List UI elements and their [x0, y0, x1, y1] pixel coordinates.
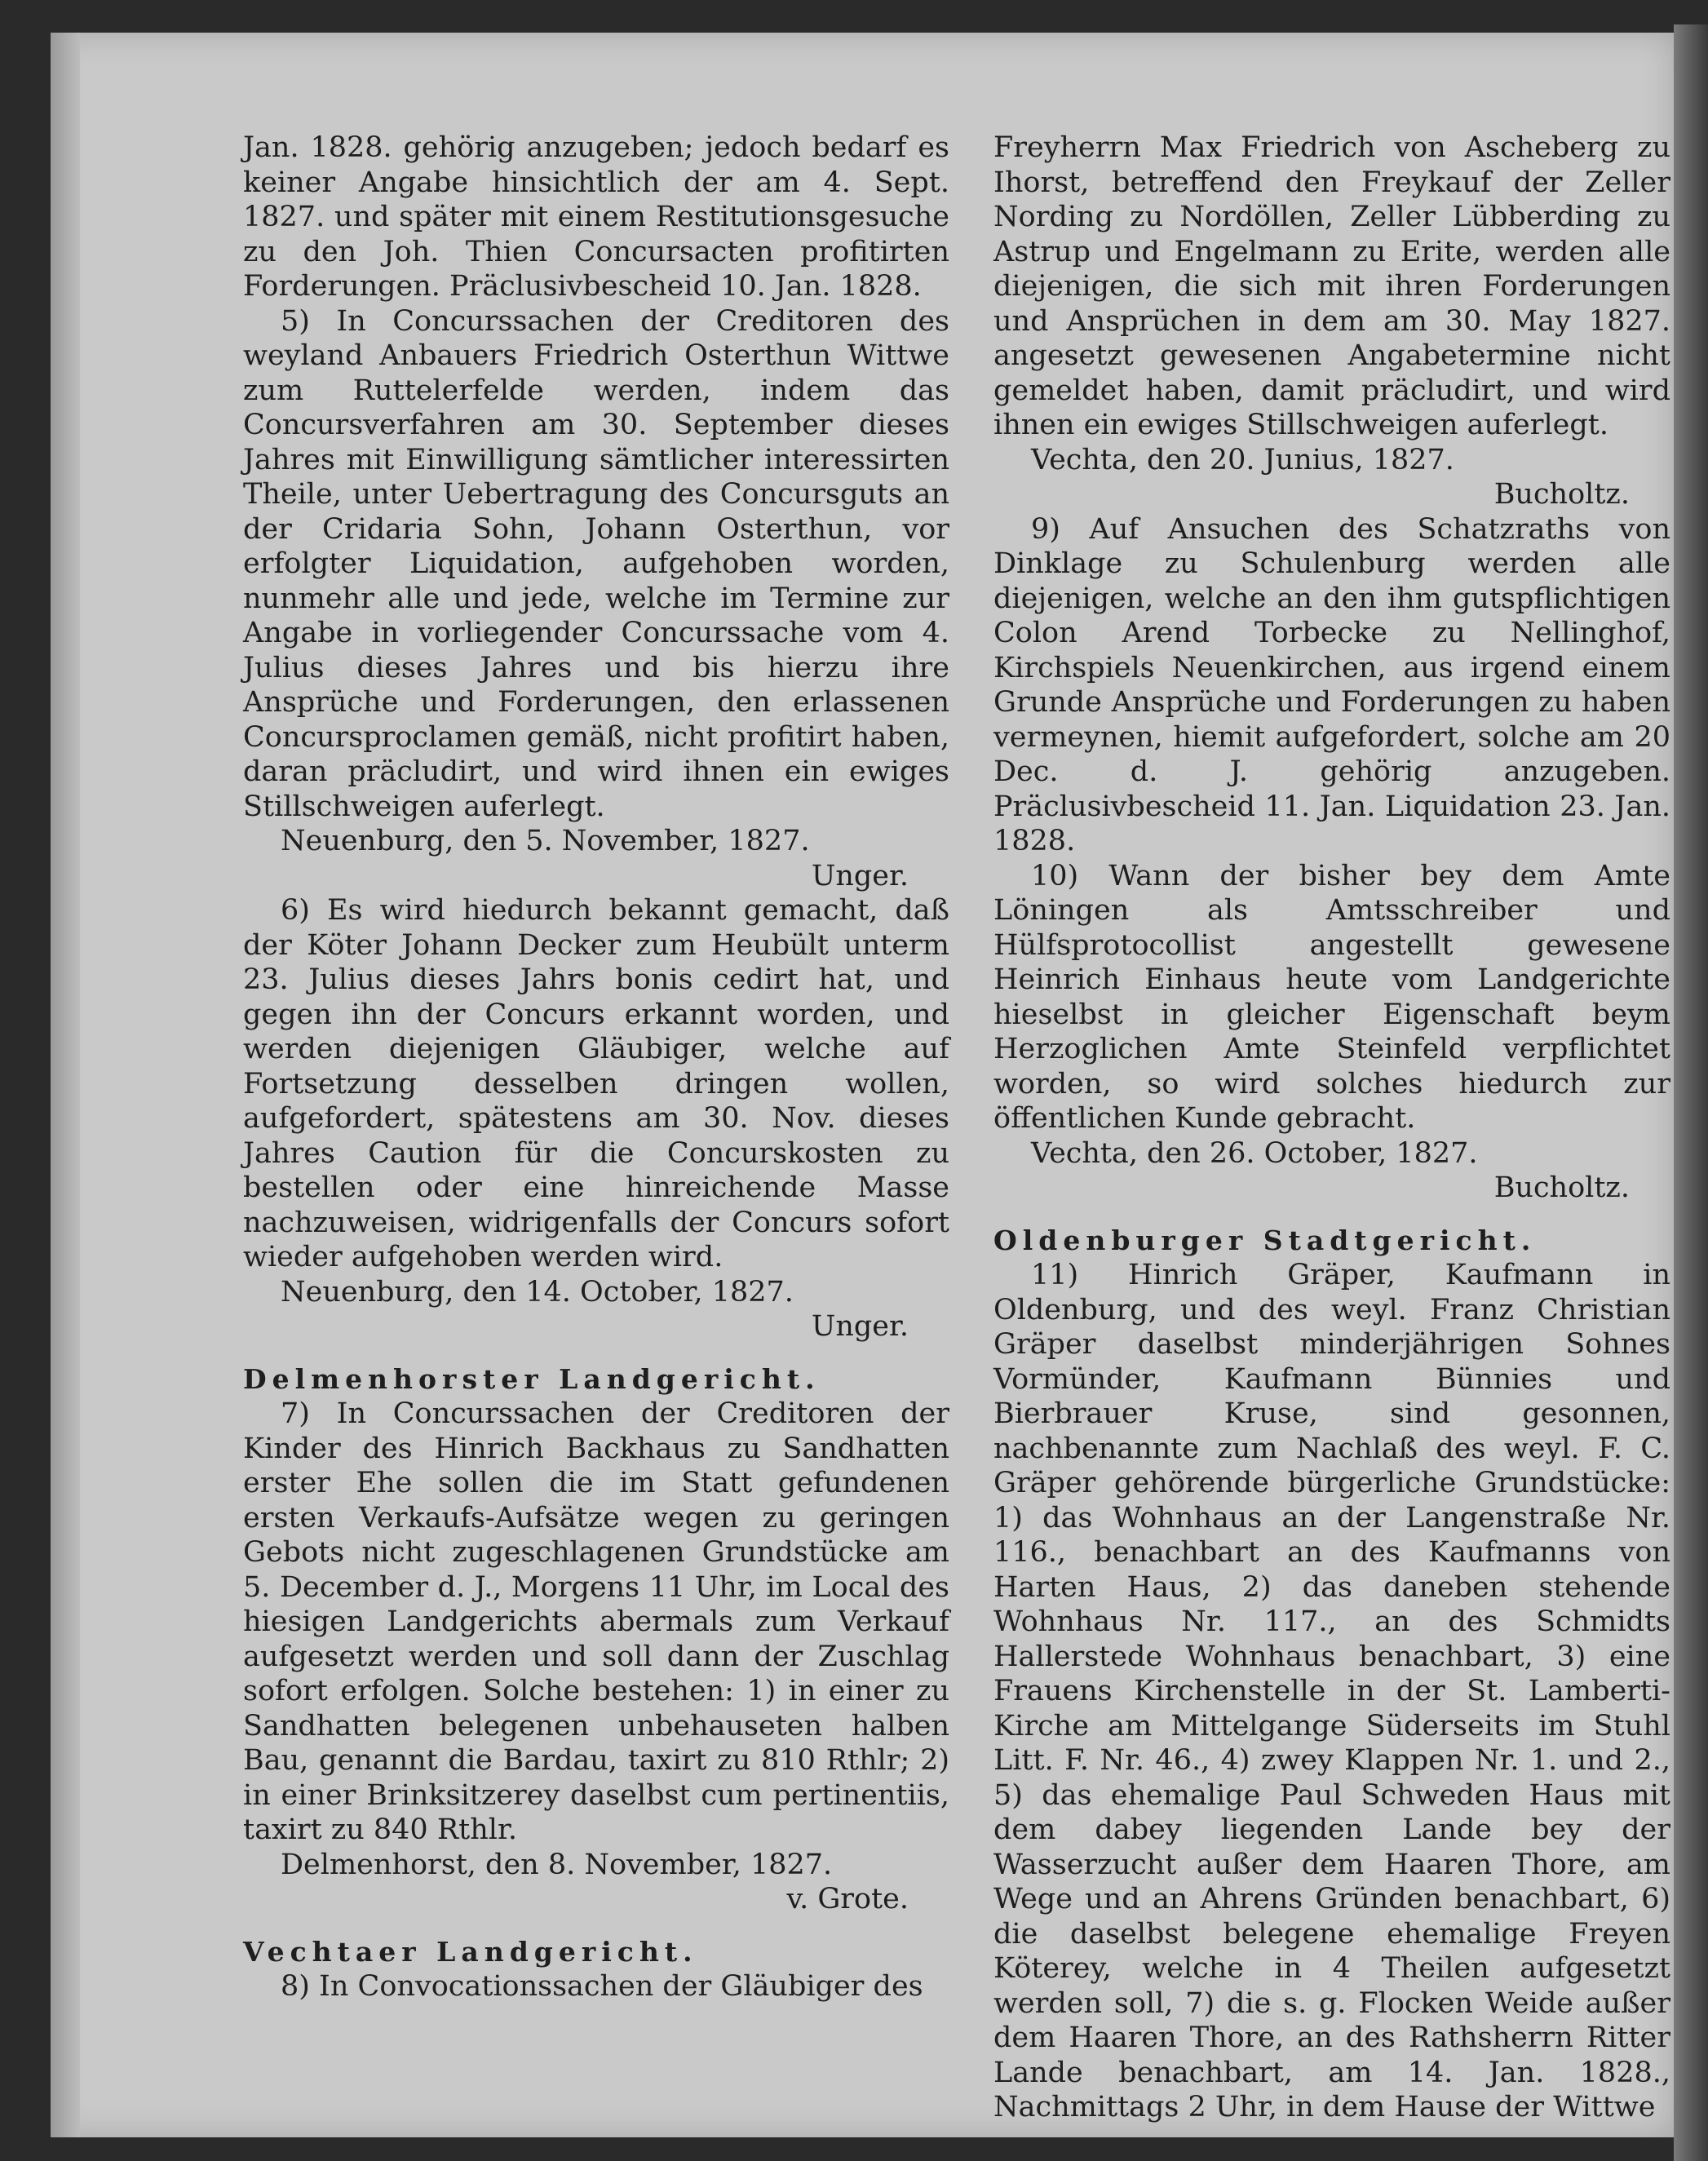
place-date-5: Neuenburg, den 5. November, 1827. — [281, 825, 810, 857]
signature-7: v. Grote. — [786, 1883, 909, 1915]
place-date-8: Vechta, den 20. Junius, 1827. — [1031, 443, 1454, 476]
paragraph-11: 11) Hinrich Gräper, Kaufmann in Oldenburg, und des weyl. Franz Christian Gräper daselbst minderjährigen Sohnes Vormünder, Kaufmann Bünnies und Bierbrauer Kruse, sind gesonnen, nachbenannte zum Nachlaß des weyl. F. C. Gräper gehörende bürgerliche Grundstücke: 1) das Wohnhaus an der Langenstraße Nr. 116., benachbart an des Kaufmanns von Harten Haus, 2) das daneben stehende Wohnhaus Nr. 117., an des Schmidts Hallerstede Wohnhaus benachbart, 3) eine Frauens Kirchenstelle in der St. Lamberti-Kirche am Mittelgange Süderseits im Stuhl Litt. F. Nr. 46., 4) zwey Klappen Nr. 1. und 2., 5) das ehemalige Paul Schweden Haus mit dem dabey liegenden Lande bey der Wasserzucht außer dem Haaren Thore, am Wege und an Ahrens Gründen benachbart, 6) die daselbst belegene ehemalige Freyen Köterey, welche in 4 Theilen aufgesetzt werden soll, 7) die s. g. Flocken Weide außer dem Haaren Thore, an des Rathsherrn Ritter Lande benachbart, am 14. Jan. 1828., Nachmittags 2 Uhr, in dem Hause der Wittwe — [993, 1259, 1670, 2123]
place-date-7: Delmenhorst, den 8. November, 1827. — [281, 1848, 833, 1881]
right-column — [993, 131, 1670, 2125]
signature-8: Bucholtz. — [1493, 478, 1630, 511]
book-edge — [1674, 24, 1708, 2161]
place-date-6: Neuenburg, den 14. October, 1827. — [281, 1275, 794, 1309]
left-column — [243, 131, 949, 2004]
signature-5: Unger. — [811, 859, 909, 892]
paragraph-10: 10) Wann der bisher bey dem Amte Löningen als Amtsschreiber und Hülfsprotocollist angestellt gewesene Heinrich Einhaus heute vom Landgerichte hieselbst in gleicher Eigenschaft beym Herzoglichen Amte Steinfeld verpflichtet worden, so wird solches hiedurch zur öffentlichen Kunde gebracht. — [993, 859, 1670, 1135]
paragraph-8-start: 8) In Convocationssachen der Gläubiger des — [281, 1970, 923, 2003]
paragraph-7: 7) In Concurssachen der Creditoren der Kinder des Hinrich Backhaus zu Sandhatten erster Ehe sollen die im Statt gefundenen ersten Verkaufs-Aufsätze wegen zu geringen Gebots nicht zugeschlagenen Grundstücke am 5. December d. J., Morgens 11 Uhr, im Local des hiesigen Landgerichts abermals zum Verkauf aufgesetzt werden und soll dann der Zuschlag sofort erfolgen. Solche bestehen: 1) in einer zu Sandhatten belegenen unbehauseten halben Bau, genannt die Bardau, taxirt zu 810 Rthlr; 2) in einer Brinksitzerey daselbst cum pertinentiis, taxirt zu 840 Rthlr. — [243, 1397, 949, 1846]
paragraph-9: 9) Auf Ansuchen des Schatzraths von Dinklage zu Schulenburg werden alle diejenigen, welche an den ihm gutspflichtigen Colon Arend Torbecke zu Nellinghof, Kirchspiels Neuenkirchen, aus irgend einem Grunde Ansprüche und Forderungen zu haben vermeynen, hiemit aufgefordert, solche am 20 Dec. d. J. gehörig anzugeben. Präclusivbescheid 11. Jan. Liquidation 23. Jan. 1828. — [993, 512, 1670, 857]
heading-delmenhorst: Delmenhorster Landgericht. — [243, 1362, 821, 1395]
signature-10: Bucholtz. — [1493, 1171, 1630, 1204]
paragraph-8-continued: Freyherrn Max Friedrich von Ascheberg zu Ihorst, betreffend den Freykauf der Zeller Nording zu Nordöllen, Zeller Lübberding zu Astrup und Engelmann zu Erite, werden alle diejenigen, die sich mit ihren Forderungen und Ansprüchen in dem am 30. May 1827. angesetzt gewesenen Angabetermine nicht gemeldet haben, damit präcludirt, und wird ihnen ein ewiges Stillschweigen auferlegt. — [993, 131, 1670, 441]
paragraph-5: 5) In Concurssachen der Creditoren des weyland Anbauers Friedrich Osterthun Wittwe zum Ruttelerfelde werden, indem das Concursverfahren am 30. September dieses Jahres mit Einwilligung sämtlicher interessirten Theile, unter Uebertragung des Concursguts an der Cridaria Sohn, Johann Osterthun, vor erfolgter Liquidation, aufgehoben worden, nunmehr alle und jede, welche im Termine zur Angabe in vorliegender Concurssache vom 4. Julius dieses Jahres und bis hierzu ihre Ansprüche und Forderungen, den erlassenen Concursproclamen gemäß, nicht profitirt haben, daran präcludirt, und wird ihnen ein ewiges Stillschweigen auferlegt. — [243, 304, 949, 823]
signature-6: Unger. — [811, 1310, 909, 1343]
heading-vechta: Vechtaer Landgericht. — [243, 1935, 698, 1968]
page-binding-edge — [51, 33, 80, 2137]
heading-oldenburg: Oldenburger Stadtgericht. — [993, 1224, 1537, 1256]
paragraph-intro: Jan. 1828. gehörig anzugeben; jedoch bedarf es keiner Angabe hinsichtlich der am 4. Sept. 1827. und später mit einem Restitutionsgesuche zu den Joh. Thien Concursacten profitirten Forderungen. Präclusivbescheid 10. Jan. 1828. — [243, 131, 949, 303]
place-date-10: Vechta, den 26. October, 1827. — [1031, 1136, 1478, 1170]
paragraph-6: 6) Es wird hiedurch bekannt gemacht, daß der Köter Johann Decker zum Heubült unterm 23. Julius dieses Jahrs bonis cedirt hat, und gegen ihn der Concurs erkannt worden, und werden diejenigen Gläubiger, welche auf Fortsetzung desselben dringen wollen, aufgefordert, spätestens am 30. Nov. dieses Jahres Caution für die Concurskosten zu bestellen oder eine hinreichende Masse nachzuweisen, widrigenfalls der Concurs sofort wieder aufgehoben werden wird. — [243, 894, 949, 1273]
